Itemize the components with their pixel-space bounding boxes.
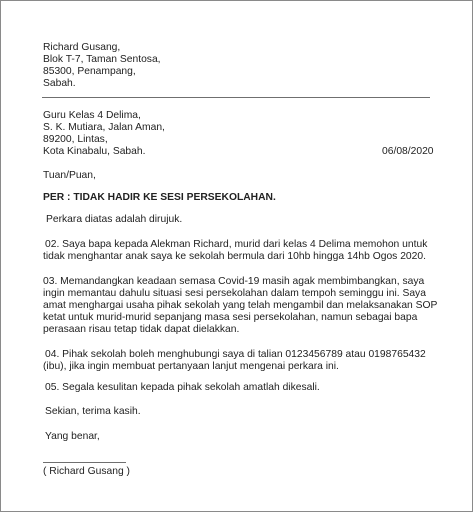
recipient-line: S. K. Mutiara, Jalan Aman, [43, 122, 165, 133]
paragraph-2-line: 02. Saya bapa kepada Alekman Richard, murid dari kelas 4 Delima memohon untuk [45, 239, 428, 250]
paragraph-3-line: ketat untuk murid-murid sepanjang masa sesi persekolahan, namun sebagai bapa [43, 312, 418, 323]
sender-name: Richard Gusang, [43, 42, 121, 53]
closing-regards: Yang benar, [45, 431, 100, 442]
paragraph-3-line: amat menghargai usaha pihak sekolah yang telah mengambil dan melaksanakan SOP [43, 300, 438, 311]
paragraph-3-line: perasaan risau tetap tidak dapat dielakkan. [43, 324, 240, 335]
paragraph-3-line: 03. Memandangkan keadaan semasa Covid-19 masih agak membimbangkan, saya [43, 276, 425, 287]
letter-date: 06/08/2020 [382, 146, 434, 157]
paragraph-3-line: ingin memantau dahulu situasi sesi persekolahan dalam tempoh seminggu ini. Saya [43, 288, 426, 299]
recipient-line: Guru Kelas 4 Delima, [43, 110, 141, 121]
paragraph-4-line: 04. Pihak sekolah boleh menghubungi saya di talian 0123456789 atau 0198765432 [45, 349, 426, 360]
paragraph-4-line: (ibu), jika ingin membuat pertanyaan lanjut mengenai perkara ini. [43, 361, 339, 372]
signature-line [43, 462, 126, 463]
closing-thanks: Sekian, terima kasih. [45, 406, 141, 417]
recipient-line: Kota Kinabalu, Sabah. [43, 146, 146, 157]
signature-name: ( Richard Gusang ) [43, 466, 130, 477]
sender-address-line: 85300, Penampang, [43, 66, 136, 77]
paragraph-2-line: tidak menghantar anak saya ke sekolah bermula dari 10hb hingga 14hb Ogos 2020. [43, 251, 426, 262]
header-divider [42, 97, 430, 98]
sender-address-line: Blok T-7, Taman Sentosa, [43, 54, 161, 65]
paragraph-1-line: Perkara diatas adalah dirujuk. [46, 214, 183, 225]
recipient-line: 89200, Lintas, [43, 134, 108, 145]
sender-address-line: Sabah. [43, 78, 76, 89]
salutation: Tuan/Puan, [43, 170, 96, 181]
subject-line: PER : TIDAK HADIR KE SESI PERSEKOLAHAN. [43, 192, 276, 203]
paragraph-5-line: 05. Segala kesulitan kepada pihak sekolah amatlah dikesali. [45, 382, 320, 393]
